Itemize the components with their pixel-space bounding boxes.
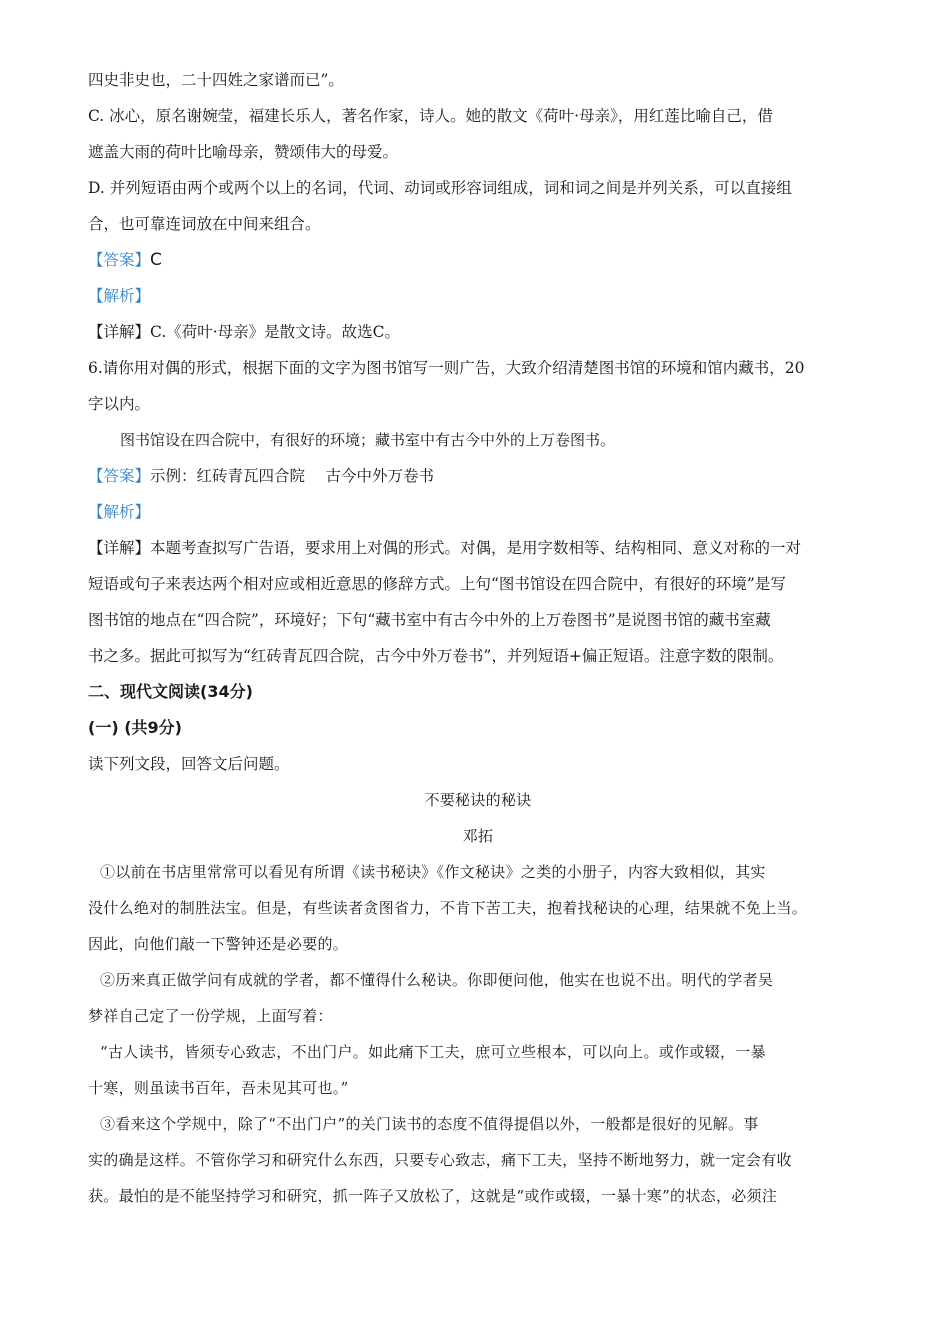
text-line: 实的确是这样。不管你学习和研究什么东西，只要专心致志，痛下工夫，坚持不断地努力，就一定会有收 <box>88 1151 792 1169</box>
answer-value: C <box>150 250 162 270</box>
instruction: 读下列文段，回答文后问题。 <box>88 755 290 773</box>
answer-tag: 【答案】 <box>88 467 151 485</box>
text-line: 十寒，则虽读书百年，吾未见其可也。” <box>88 1079 349 1097</box>
option-d: D. 并列短语由两个或两个以上的名词，代词、动词或形容词组成，词和词之间是并列关系，可以直接组 <box>88 179 792 197</box>
paragraph-2: ②历来真正做学问有成就的学者，都不懂得什么秘诀。你即便问他，他实在也说不出。明代的学者吴 <box>100 971 774 989</box>
answer-value: 示例：红砖青瓦四合院 古今中外万卷书 <box>150 467 434 485</box>
text-line: 短语或句子来表达两个相对应或相近意思的修辞方式。上句“图书馆设在四合院中，有很好的环境”是写 <box>88 575 786 593</box>
q6-detail-row <box>88 530 868 566</box>
q6-answer-row <box>88 458 868 494</box>
question-material: 图书馆设在四合院中，有很好的环境；藏书室中有古今中外的上万卷图书。 <box>120 431 616 449</box>
passage-title: 不要秘诀的秘诀 <box>424 791 532 809</box>
detail-text: 本题考查拟写广告语，要求用上对偶的形式。对偶，是用字数相等、结构相同、意义对称的一对 <box>150 539 802 557</box>
section-heading: 二、现代文阅读(34分) <box>88 682 253 701</box>
sub-heading: (一) (共9分) <box>88 718 182 737</box>
text-line: 四史非史也，二十四姓之家谱而已”。 <box>88 71 344 89</box>
answer-tag: 【答案】 <box>88 251 151 269</box>
text-line: 没什么绝对的制胜法宝。但是，有些读者贪图省力，不肯下苦工夫，抱着找秘诀的心理，结果就不免上当。 <box>88 899 808 917</box>
quotation: “古人读书，皆须专心致志，不出门户。如此痛下工夫，庶可立些根本，可以向上。或作或辍，一暴 <box>100 1043 766 1061</box>
analysis-tag: 【解析】 <box>88 503 151 521</box>
q5-detail-row <box>88 314 868 350</box>
text-line: 遮盖大雨的荷叶比喻母亲，赞颂伟大的母爱。 <box>88 143 399 161</box>
detail-text: C.《荷叶·母亲》是散文诗。故选C。 <box>150 323 401 341</box>
passage-author: 邓拓 <box>462 827 494 845</box>
text-line: 合，也可靠连词放在中间来组合。 <box>88 215 321 233</box>
text-line: 梦祥自己定了一份学规，上面写着： <box>88 1007 333 1025</box>
document-page <box>88 62 868 1214</box>
detail-tag: 【详解】 <box>88 323 151 341</box>
text-line: 字以内。 <box>88 395 151 413</box>
question-6: 6.请你用对偶的形式，根据下面的文字为图书馆写一则广告，大致介绍清楚图书馆的环境和馆内藏书，20 <box>88 359 805 377</box>
text-line: 因此，向他们敲一下警钟还是必要的。 <box>88 935 349 953</box>
paragraph-1: ①以前在书店里常常可以看见有所谓《读书秘诀》《作文秘诀》之类的小册子，内容大致相似，其实 <box>100 863 766 881</box>
text-line: 书之多。据此可拟写为“红砖青瓦四合院，古今中外万卷书”，并列短语+偏正短语。注意字数的限制。 <box>88 647 784 665</box>
text-line: 图书馆的地点在“四合院”，环境好；下句“藏书室中有古今中外的上万卷图书”是说图书馆的藏书室藏 <box>88 611 771 629</box>
q5-answer-row <box>88 242 868 278</box>
text-line: 获。最怕的是不能坚持学习和研究，抓一阵子又放松了，这就是“或作或辍，一暴十寒”的状态，必须注 <box>88 1187 778 1205</box>
analysis-tag: 【解析】 <box>88 287 151 305</box>
option-c: C. 冰心，原名谢婉莹，福建长乐人，著名作家，诗人。她的散文《荷叶·母亲》，用红莲比喻自己，借 <box>88 107 773 125</box>
paragraph-3: ③看来这个学规中，除了“不出门户”的关门读书的态度不值得提倡以外，一般都是很好的见解。事 <box>100 1115 759 1133</box>
detail-tag: 【详解】 <box>88 539 151 557</box>
